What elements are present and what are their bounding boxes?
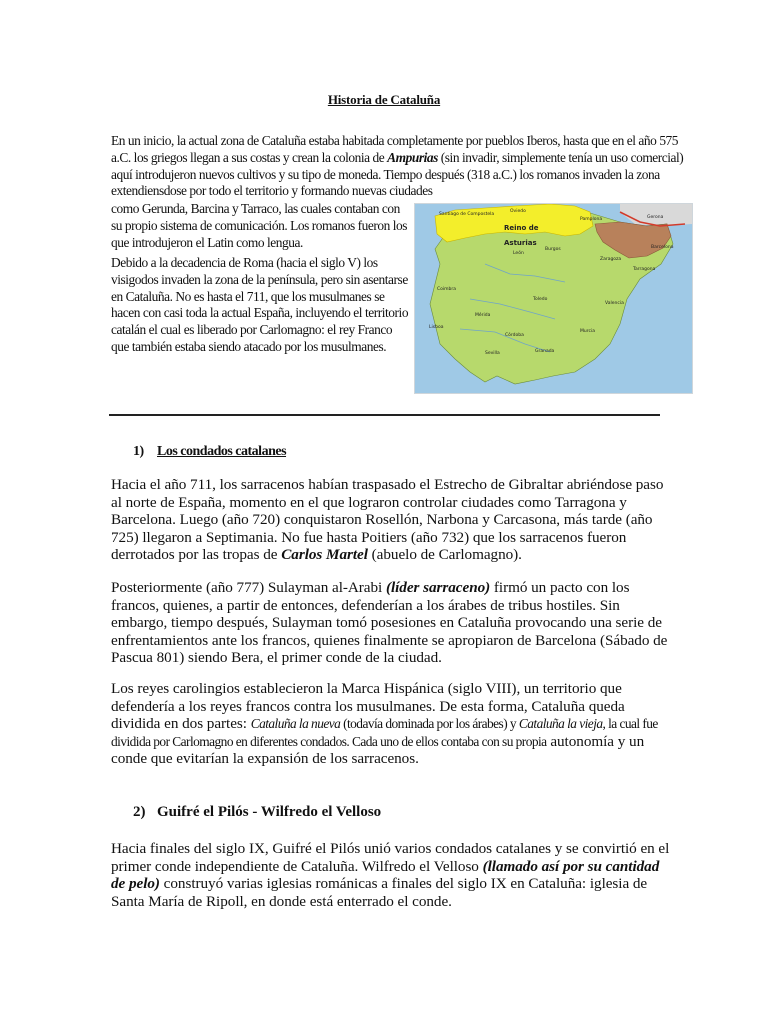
page-title: Historia de Cataluña [327, 92, 441, 107]
intro-paragraph-3 [111, 255, 411, 356]
text-run: Hacia el año 711, los sarracenos habían traspasado el Estrecho de Gibraltar abriéndose paso al norte de España, momento en el que lograron controlar ciudades como Tarragona y Barcelona. Luego (año 720) conquistaron Rosellón, Narbona y Carcasona, más tarde (año 725) llegaron a Septimania. No fue hasta Poitiers (año 732) que los sarracenos fueron derrotados por las tropas de [111, 476, 664, 564]
horizontal-divider [109, 414, 660, 416]
text-run: Posteriormente (año 777) Sulayman al-Arabi [111, 579, 386, 596]
text-run: (abuelo de Carlomagno). [367, 546, 522, 564]
emphasis-vieja: Cataluña la vieja [518, 716, 603, 732]
text-run: como Gerunda, Barcina y Tarraco, las cuales contaban con su propio sistema de comunicación. Los romanos fueron los que introdujeron el Latin como lengua. [111, 201, 408, 250]
city-label: Coimbra [437, 287, 456, 292]
city-label: Oviedo [510, 209, 526, 214]
text-run: Hacia finales del siglo IX, Guifré el Pilós unió varios condados catalanes y se convirtió en el primer conde independiente de Cataluña. Wilfredo el Velloso [111, 840, 670, 875]
city-label: Murcia [580, 329, 595, 334]
text-run: En un inicio, la actual zona de Cataluña estaba habitada completamente por pueblos Iberos, hasta que en el año 575 a.C. los griegos llegan a sus costas y crean la colonia de [111, 133, 679, 165]
city-label: Córdoba [505, 333, 524, 338]
section-heading-1 [133, 444, 286, 460]
city-label: León [513, 251, 524, 256]
text-run: autonomía y un conde que evitarían la expansión de los sarracenos. [111, 732, 645, 768]
city-label: Burgos [545, 247, 561, 252]
section1-paragraph-1 [111, 476, 671, 564]
emphasis-lider: (líder sarraceno) [385, 579, 491, 596]
kingdom-label: Reino de [504, 224, 539, 232]
city-label: Granada [535, 349, 555, 354]
text-run: construyó varias iglesias románicas a finales del siglo IX en Cataluña: iglesia de Santa María de Ripoll, en donde está enterrado el conde. [111, 875, 648, 910]
city-label: Zaragoza [600, 257, 622, 262]
section-title: Los condados catalanes [157, 444, 287, 459]
section-number: 1) [133, 444, 144, 459]
city-label: Mérida [475, 313, 491, 318]
emphasis-pelo: (llamado así por su cantidad de pelo) [111, 857, 660, 893]
city-label: Sevilla [485, 351, 500, 356]
text-run: (sin invadir, simplemente tenía un uso comercial) aquí introdujeron nuevos cultivos y su tipo de moneda. Tiempo después (318 a.C.) los romanos invaden la zona extendiensdose por todo el territorio y formando nuevas ciudades [111, 149, 684, 199]
city-label: Toledo [533, 297, 548, 302]
text-run: , la cual fue dividida por Carlomagno en diferentes condados. Cada uno de ellos contaba con su propia [111, 716, 658, 749]
section1-paragraph-2 [111, 579, 671, 667]
city-label: Santiago de Compostela [439, 212, 495, 217]
section-heading-2 [133, 804, 381, 821]
emphasis-ampurias: Ampurias [387, 149, 438, 165]
text-run: Debido a la decadencia de Roma (hacia el siglo V) los visigodos invaden la zona de la península, pero sin asentarse en Cataluña. No es hasta el 711, que los musulmanes se hacen con casi toda la actual España, incluyendo el territorio catalán el cual es liberado por Carlomagno: el rey Franco que también estaba siendo atacado por los musulmanes. [111, 255, 409, 354]
section-number: 2) [133, 804, 146, 820]
text-run: Los reyes carolingios establecieron la Marca Hispánica (siglo VIII), un territorio que defendería a los reyes francos contra los musulmanes. De esta forma, Cataluña queda dividida en dos partes: [111, 680, 625, 733]
city-label: Tarragona [633, 267, 656, 272]
city-label: Gerona [647, 215, 664, 220]
city-label: Pamplona [580, 217, 603, 222]
section-title: Guifré el Pilós - Wilfredo el Velloso [157, 804, 382, 820]
city-label: Barcelona [651, 245, 674, 250]
intro-paragraph-1 [111, 133, 689, 200]
kingdom-label: Asturias [504, 239, 537, 247]
city-label: Valencia [605, 301, 624, 306]
intro-paragraph-2 [111, 201, 411, 251]
emphasis-nueva: Cataluña la nueva [250, 716, 341, 732]
city-label: Lisboa [429, 325, 444, 330]
section2-paragraph-1 [111, 840, 671, 910]
iberia-map-svg [415, 204, 692, 393]
text-run: (todavía dominada por los árabes) y [340, 716, 519, 732]
text-run: firmó un pacto con los francos, quienes, a partir de entonces, defenderían a los árabes de tribus hostiles. Sin embargo, tiempo después, Sulayman tomó posesiones en Cataluña provocando una serie de enfrentamientos ante los francos, quienes finalmente se apropiaron de Barcelona (Sábado de Pascua 801) siendo Bera, el primer conde de la ciudad. [111, 579, 668, 667]
section1-paragraph-3 [111, 680, 671, 768]
emphasis-carlos-martel: Carlos Martel [281, 546, 368, 564]
historical-map-image [414, 203, 693, 394]
